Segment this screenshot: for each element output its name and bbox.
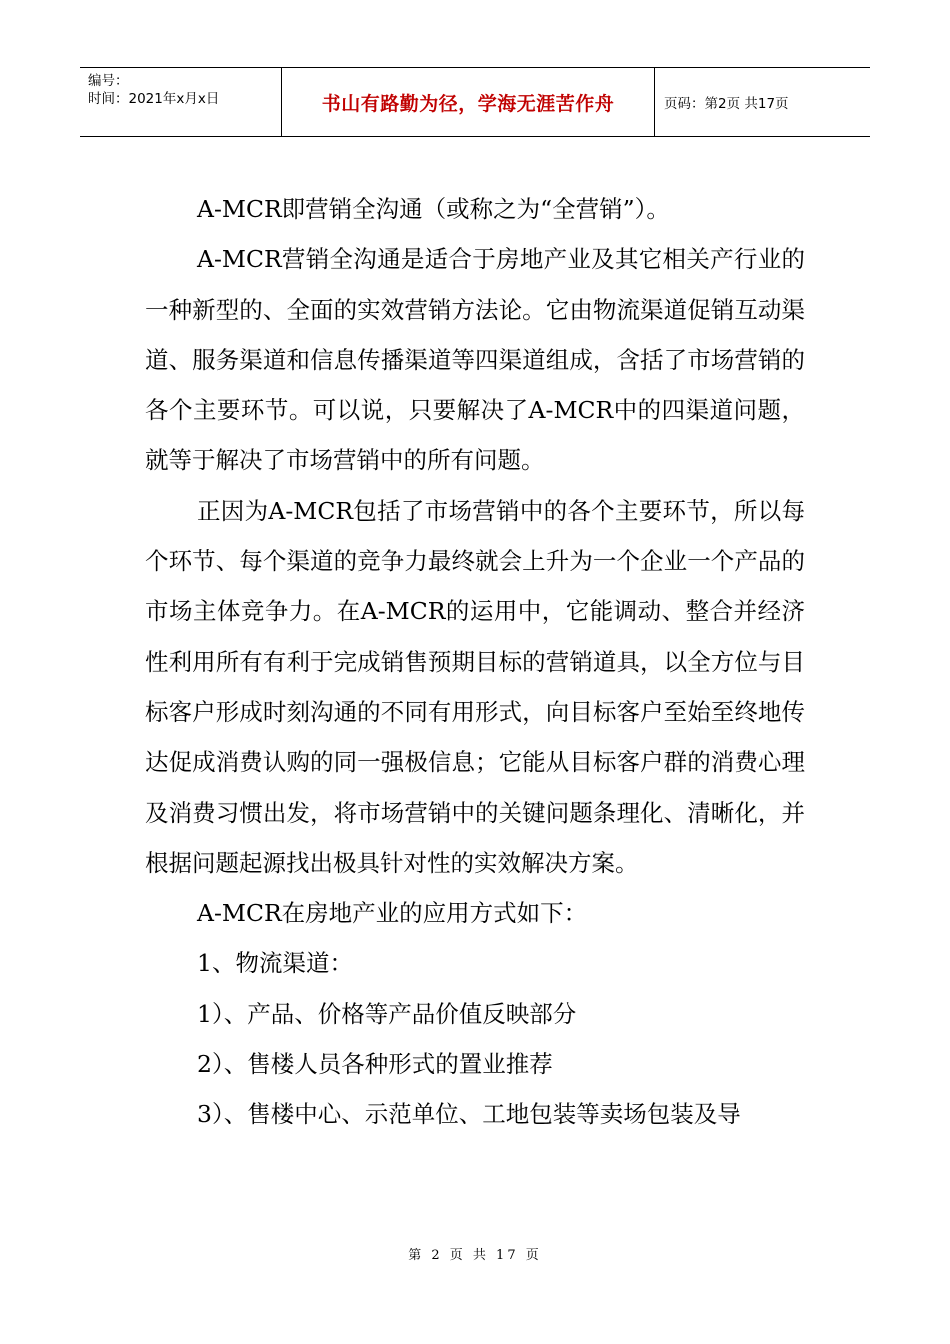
page-footer: 第 2 页 共 17 页	[408, 1248, 542, 1263]
list-heading-logistics: 1、物流渠道：	[197, 949, 353, 978]
list-item-2: 2）、售楼人员各种形式的置业推荐	[197, 1050, 553, 1079]
paragraph-intro: A-MCR即营销全沟通（或称之为“全营销”）。	[197, 195, 670, 223]
paragraph-application: A-MCR在房地产业的应用方式如下：	[197, 899, 588, 928]
page-info-text: 页码：第2页 共17页	[664, 96, 789, 112]
list-item-3: 3）、售楼中心、示范单位、工地包装等卖场包装及导	[197, 1100, 741, 1129]
header-motto-cell	[282, 68, 655, 136]
header-page-info	[655, 68, 870, 136]
paragraph-competitiveness: 正因为A-MCR包括了市场营销中的各个主要环节，所以每个环节、每个渠道的竞争力最终就会上升为一个企业一个产品的市场主体竞争力。在A-MCR的运用中，它能调动、整合并经济性利用所有有利于完成销售预期目标的营销道具，以全方位与目标客户形成时刻沟通的不同有用形式，向目标客户至始至终地传达促成消费认购的同一强极信息；它能从目标客户群的消费心理及消费习惯出发，将市场营销中的关键问题条理化、清晰化，并根据问题起源找出极具针对性的实效解决方案。	[145, 496, 805, 877]
list-item-1: 1）、产品、价格等产品价值反映部分	[197, 999, 577, 1028]
number-label: 编号：	[88, 73, 129, 89]
time-label: 时间：2021年x月x日	[88, 91, 220, 107]
motto-text: 书山有路勤为径，学海无涯苦作舟	[321, 92, 615, 115]
document-body	[145, 184, 805, 1140]
header-meta	[80, 68, 282, 136]
page-header	[80, 67, 870, 137]
paragraph-definition: A-MCR营销全沟通是适合于房地产业及其它相关产行业的一种新型的、全面的实效营销方法论。它由物流渠道促销互动渠道、服务渠道和信息传播渠道等四渠道组成，含括了市场营销的各个主要环节。可以说，只要解决了A-MCR中的四渠道问题，就等于解决了市场营销中的所有问题。	[145, 245, 805, 475]
